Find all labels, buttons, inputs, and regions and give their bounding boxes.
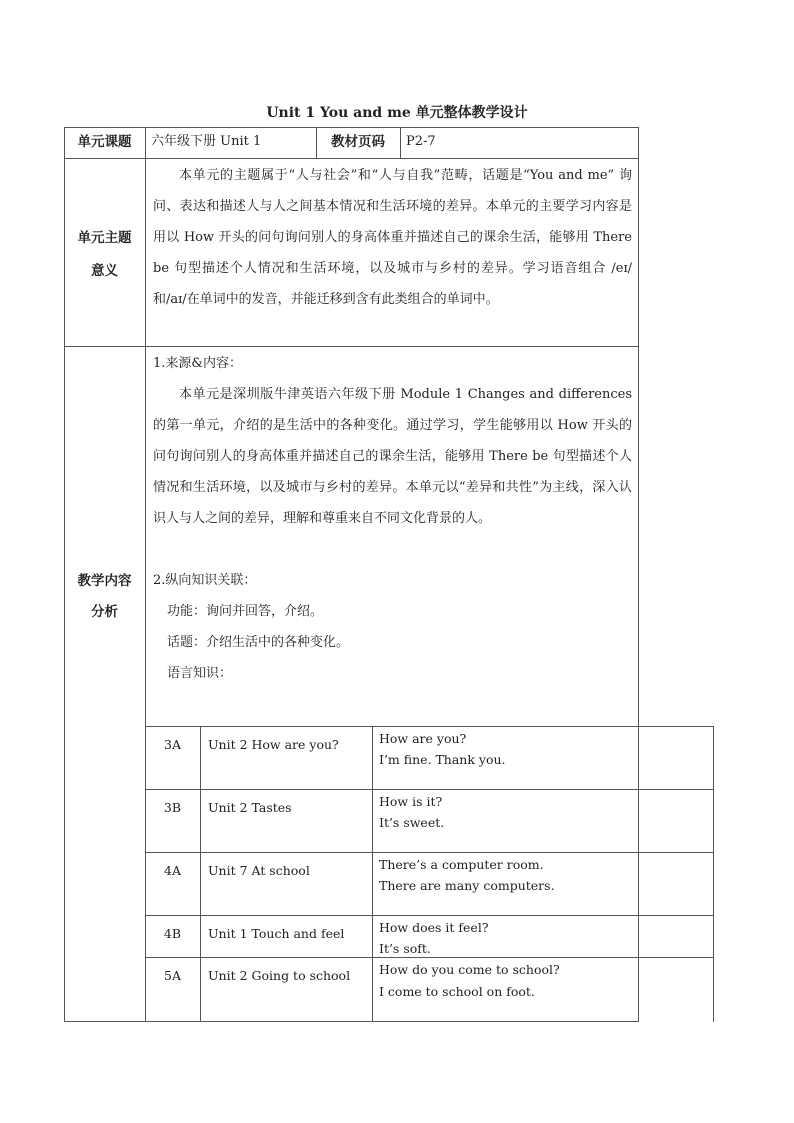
unit-topic-value: 六年级下册 Unit 1 bbox=[151, 134, 262, 149]
inner-row-divider bbox=[145, 789, 713, 790]
source-heading: 1.来源&内容： bbox=[153, 356, 242, 371]
inner-row-divider bbox=[145, 852, 713, 853]
sentence-line: I’m fine. Thank you. bbox=[379, 752, 506, 767]
grade-cell: 3A bbox=[164, 737, 181, 752]
inner-col-divider bbox=[638, 726, 639, 1022]
grade-cell: 4A bbox=[164, 863, 181, 878]
sentence-line: How are you? bbox=[379, 731, 467, 746]
unit-cell: Unit 2 How are you? bbox=[208, 737, 339, 752]
inner-col-divider bbox=[200, 726, 201, 1022]
sentence-line: How do you come to school? bbox=[379, 962, 560, 977]
unit-cell: Unit 7 At school bbox=[208, 863, 310, 878]
column-divider bbox=[400, 127, 401, 158]
row-divider bbox=[64, 346, 639, 347]
inner-row-divider bbox=[145, 915, 713, 916]
inner-col-divider bbox=[372, 726, 373, 1022]
content-analysis-label-line1: 教学内容 bbox=[77, 573, 132, 589]
row-divider bbox=[64, 158, 639, 159]
page-range-label: 教材页码 bbox=[331, 134, 385, 150]
table-border-bottom bbox=[64, 1021, 639, 1022]
blank-line bbox=[153, 534, 632, 565]
sentence-line: It’s soft. bbox=[379, 941, 431, 956]
unit-topic-label: 单元课题 bbox=[77, 134, 132, 150]
content-analysis-label bbox=[64, 566, 145, 628]
unit-theme-label-line1: 单元主题 bbox=[77, 230, 132, 246]
topic-line: 话题：介绍生活中的各种变化。 bbox=[167, 635, 350, 650]
sentence-line: It’s sweet. bbox=[379, 815, 445, 830]
table-border-top bbox=[64, 127, 639, 128]
column-divider bbox=[145, 127, 146, 1022]
sentence-line: There are many computers. bbox=[379, 878, 555, 893]
relation-heading: 2.纵向知识关联： bbox=[153, 573, 257, 588]
unit-cell: Unit 2 Going to school bbox=[208, 968, 351, 983]
unit-theme-text bbox=[153, 160, 632, 315]
grade-cell: 4B bbox=[163, 926, 182, 941]
function-line: 功能：询问并回答，介绍。 bbox=[167, 604, 324, 619]
grade-cell: 5A bbox=[164, 968, 181, 983]
grade-cell: 3B bbox=[163, 800, 182, 815]
document-title: Unit 1 You and me 单元整体教学设计 bbox=[266, 105, 528, 121]
language-line: 语言知识： bbox=[167, 666, 233, 681]
unit-cell: Unit 2 Tastes bbox=[208, 800, 292, 815]
unit-theme-paragraph: 本单元的主题属于“人与社会”和“人与自我”范畴，话题是“You and me” 询问、表达和描述人与人之间基本情况和生活环境的差异。本单元的主要学习内容是 用以 How 开头的问句询问别人的身高体重并描述自己的课余生活，能够用 There be 句型描述个人情况和生活环境，以及城市与乡村的差异。学习语音组合 /eɪ/和/aɪ/在单词中的发音，并能迁移到含有此类组合的单词中。 bbox=[153, 168, 632, 307]
source-paragraph: 本单元是深圳版牛津英语六年级下册 Module 1 Changes and differences 的第一单元，介绍的是生活中的各种变化。通过学习，学生能够用以 How 开头的问句询问别人的身高体重并描述自己的课余生活，能够用 There be 句型描述个人情况和生活环境，以及城市与乡村的差异。本单元以“差异和共性”为主线，深入认识人与人之间的差异，理解和尊重来自不同文化背景的人。 bbox=[153, 387, 632, 526]
unit-cell: Unit 1 Touch and feel bbox=[208, 926, 345, 941]
page-range-value: P2-7 bbox=[406, 134, 436, 149]
inner-table-right bbox=[713, 726, 714, 1022]
sentence-line: I come to school on foot. bbox=[379, 984, 535, 999]
content-analysis-label-line2: 分析 bbox=[91, 604, 118, 620]
unit-theme-label-line2: 意义 bbox=[91, 263, 118, 279]
table-border-right bbox=[638, 127, 639, 727]
sentence-line: There’s a computer room. bbox=[379, 857, 544, 872]
inner-table-top bbox=[145, 726, 713, 727]
sentence-line: How does it feel? bbox=[379, 920, 489, 935]
sentence-line: How is it? bbox=[379, 794, 443, 809]
unit-theme-label bbox=[64, 222, 145, 288]
content-analysis-text bbox=[153, 348, 632, 689]
